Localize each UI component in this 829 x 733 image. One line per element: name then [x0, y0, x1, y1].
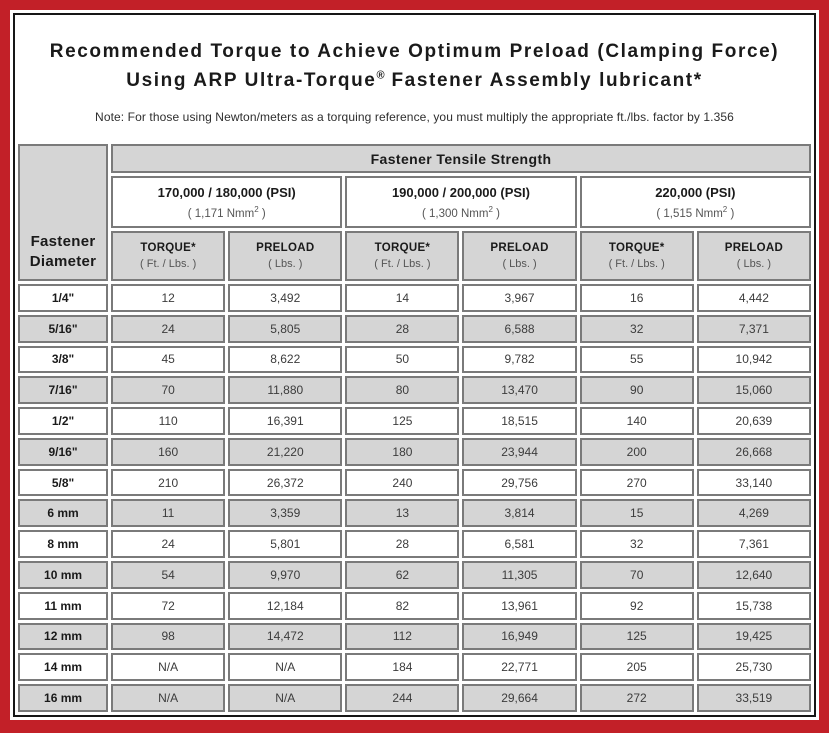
- preload-value-cell: 29,664: [462, 684, 576, 712]
- torque-value-cell: 110: [111, 407, 225, 435]
- header-row-tensile-strength: [18, 144, 811, 173]
- diameter-cell: 10 mm: [18, 561, 108, 589]
- torque-value-cell: 112: [345, 623, 459, 651]
- preload-unit: ( Lbs. ): [736, 258, 771, 270]
- preload-value-cell: 3,814: [462, 499, 576, 527]
- diameter-cell: 1/4": [18, 284, 108, 312]
- torque-value-cell: 72: [111, 592, 225, 620]
- diameter-cell: 6 mm: [18, 499, 108, 527]
- psi-label: 170,000 / 180,000 (PSI): [157, 184, 296, 200]
- preload-value-cell: 25,730: [697, 653, 811, 681]
- preload-value-cell: 9,970: [228, 561, 342, 589]
- table-row: [18, 623, 811, 651]
- title-line-2-prefix: Using ARP Ultra-Torque: [126, 70, 377, 92]
- torque-value-cell: 15: [580, 499, 694, 527]
- diameter-cell: 11 mm: [18, 592, 108, 620]
- preload-value-cell: 23,944: [462, 438, 576, 466]
- torque-value-cell: 32: [580, 530, 694, 558]
- diameter-cell: 1/2": [18, 407, 108, 435]
- preload-value-cell: 11,305: [462, 561, 576, 589]
- preload-value-cell: 12,184: [228, 592, 342, 620]
- page-title-line-2: [15, 66, 814, 95]
- title-block: [15, 15, 814, 141]
- torque-value-cell: 210: [111, 469, 225, 497]
- corner-header-line-1: Fastener: [30, 233, 96, 250]
- diameter-cell: 12 mm: [18, 623, 108, 651]
- torque-value-cell: 240: [345, 469, 459, 497]
- torque-value-cell: 205: [580, 653, 694, 681]
- preload-value-cell: 3,967: [462, 284, 576, 312]
- torque-label: TORQUE*: [140, 242, 196, 254]
- preload-value-cell: 19,425: [697, 623, 811, 651]
- preload-header-cell: [462, 231, 576, 281]
- nmm-label: [347, 205, 574, 220]
- torque-value-cell: 82: [345, 592, 459, 620]
- preload-value-cell: 8,622: [228, 346, 342, 374]
- torque-value-cell: 13: [345, 499, 459, 527]
- table-row: [18, 592, 811, 620]
- preload-unit: ( Lbs. ): [268, 258, 303, 270]
- torque-header-cell: [580, 231, 694, 281]
- torque-value-cell: 125: [580, 623, 694, 651]
- torque-value-cell: 125: [345, 407, 459, 435]
- preload-value-cell: 18,515: [462, 407, 576, 435]
- torque-value-cell: 272: [580, 684, 694, 712]
- header-row-psi-groups: [18, 176, 811, 228]
- nmm-prefix: ( 1,300 Nmm: [422, 207, 489, 220]
- title-line-2-suffix: Fastener Assembly lubricant*: [384, 70, 703, 92]
- preload-value-cell: 5,801: [228, 530, 342, 558]
- torque-value-cell: N/A: [111, 684, 225, 712]
- psi-group-cell-3: [580, 176, 811, 228]
- torque-table: [15, 141, 814, 715]
- preload-header-cell: [697, 231, 811, 281]
- torque-unit: ( Ft. / Lbs. ): [140, 258, 197, 270]
- torque-value-cell: 54: [111, 561, 225, 589]
- preload-value-cell: 14,472: [228, 623, 342, 651]
- table-row: [18, 561, 811, 589]
- preload-value-cell: 3,492: [228, 284, 342, 312]
- torque-value-cell: 70: [580, 561, 694, 589]
- torque-value-cell: 140: [580, 407, 694, 435]
- table-row: [18, 315, 811, 343]
- torque-value-cell: N/A: [111, 653, 225, 681]
- nmm-superscript: 2: [488, 204, 493, 214]
- torque-value-cell: 270: [580, 469, 694, 497]
- psi-label: 220,000 (PSI): [655, 184, 736, 200]
- preload-value-cell: 13,961: [462, 592, 576, 620]
- preload-value-cell: 15,060: [697, 376, 811, 404]
- preload-value-cell: 10,942: [697, 346, 811, 374]
- preload-value-cell: 16,949: [462, 623, 576, 651]
- preload-value-cell: 3,359: [228, 499, 342, 527]
- torque-value-cell: 45: [111, 346, 225, 374]
- torque-value-cell: 28: [345, 315, 459, 343]
- preload-value-cell: 33,519: [697, 684, 811, 712]
- corner-header-fastener-diameter: [18, 144, 108, 281]
- table-row: [18, 530, 811, 558]
- psi-group-cell-2: [345, 176, 576, 228]
- diameter-cell: 14 mm: [18, 653, 108, 681]
- nmm-prefix: ( 1,171 Nmm: [187, 207, 255, 220]
- preload-value-cell: 16,391: [228, 407, 342, 435]
- diameter-cell: 16 mm: [18, 684, 108, 712]
- preload-value-cell: 5,805: [228, 315, 342, 343]
- preload-value-cell: 29,756: [462, 469, 576, 497]
- torque-value-cell: 24: [111, 315, 225, 343]
- preload-value-cell: 11,880: [228, 376, 342, 404]
- preload-value-cell: 9,782: [462, 346, 576, 374]
- torque-value-cell: 11: [111, 499, 225, 527]
- table-row: [18, 499, 811, 527]
- diameter-cell: 3/8": [18, 346, 108, 374]
- torque-value-cell: 90: [580, 376, 694, 404]
- torque-value-cell: 14: [345, 284, 459, 312]
- preload-value-cell: 21,220: [228, 438, 342, 466]
- preload-value-cell: 13,470: [462, 376, 576, 404]
- diameter-cell: 7/16": [18, 376, 108, 404]
- table-row: [18, 346, 811, 374]
- torque-value-cell: 184: [345, 653, 459, 681]
- torque-value-cell: 24: [111, 530, 225, 558]
- table-row: [18, 376, 811, 404]
- preload-unit: ( Lbs. ): [502, 258, 537, 270]
- torque-value-cell: 70: [111, 376, 225, 404]
- nmm-suffix: ): [492, 207, 500, 220]
- torque-value-cell: 55: [580, 346, 694, 374]
- nmm-suffix: ): [727, 207, 735, 220]
- nmm-superscript: 2: [254, 204, 259, 214]
- torque-value-cell: 244: [345, 684, 459, 712]
- table-row: [18, 469, 811, 497]
- document: [13, 13, 816, 717]
- torque-value-cell: 200: [580, 438, 694, 466]
- table-body: [18, 144, 811, 712]
- torque-value-cell: 98: [111, 623, 225, 651]
- torque-value-cell: 80: [345, 376, 459, 404]
- torque-value-cell: 32: [580, 315, 694, 343]
- registered-trademark-symbol: ®: [376, 70, 385, 83]
- preload-value-cell: 26,668: [697, 438, 811, 466]
- torque-value-cell: 62: [345, 561, 459, 589]
- table-row: [18, 684, 811, 712]
- torque-value-cell: 92: [580, 592, 694, 620]
- preload-value-cell: 7,361: [697, 530, 811, 558]
- preload-value-cell: 4,442: [697, 284, 811, 312]
- nmm-prefix: ( 1,515 Nmm: [656, 207, 723, 220]
- torque-label: TORQUE*: [374, 242, 431, 254]
- table-row: [18, 407, 811, 435]
- preload-value-cell: 6,588: [462, 315, 576, 343]
- torque-table-wrap: [15, 141, 814, 715]
- diameter-cell: 8 mm: [18, 530, 108, 558]
- nmm-suffix: ): [258, 207, 266, 220]
- nmm-label: [113, 205, 340, 220]
- preload-value-cell: 6,581: [462, 530, 576, 558]
- page-title-line-1: Recommended Torque to Achieve Optimum Preload (Clamping Force): [49, 41, 780, 62]
- preload-value-cell: 15,738: [697, 592, 811, 620]
- psi-group-cell-1: [111, 176, 342, 228]
- preload-label: PRELOAD: [256, 242, 315, 254]
- diameter-cell: 5/16": [18, 315, 108, 343]
- preload-label: PRELOAD: [724, 242, 784, 254]
- torque-value-cell: 12: [111, 284, 225, 312]
- torque-header-cell: [345, 231, 459, 281]
- torque-header-cell: [111, 231, 225, 281]
- torque-unit: ( Ft. / Lbs. ): [374, 258, 431, 270]
- torque-unit: ( Ft. / Lbs. ): [608, 258, 665, 270]
- preload-value-cell: 22,771: [462, 653, 576, 681]
- preload-value-cell: 12,640: [697, 561, 811, 589]
- table-row: [18, 438, 811, 466]
- preload-value-cell: 4,269: [697, 499, 811, 527]
- diameter-cell: 5/8": [18, 469, 108, 497]
- torque-value-cell: 50: [345, 346, 459, 374]
- nmm-label: [582, 205, 809, 220]
- preload-value-cell: 7,371: [697, 315, 811, 343]
- table-row: [18, 284, 811, 312]
- preload-value-cell: N/A: [228, 684, 342, 712]
- main-header-cell: Fastener Tensile Strength: [111, 144, 811, 173]
- preload-value-cell: 33,140: [697, 469, 811, 497]
- preload-value-cell: 26,372: [228, 469, 342, 497]
- diameter-cell: 9/16": [18, 438, 108, 466]
- header-row-torque-preload: [18, 231, 811, 281]
- nmm-superscript: 2: [722, 204, 728, 214]
- torque-value-cell: 160: [111, 438, 225, 466]
- torque-value-cell: 16: [580, 284, 694, 312]
- conversion-note: Note: For those using Newton/meters as a torquing reference, you must multiply the appropriate ft./lbs. factor by 1.356: [95, 109, 734, 124]
- preload-value-cell: N/A: [228, 653, 342, 681]
- torque-label: TORQUE*: [608, 242, 665, 254]
- preload-value-cell: 20,639: [697, 407, 811, 435]
- torque-value-cell: 180: [345, 438, 459, 466]
- corner-header-line-2: Diameter: [29, 252, 97, 270]
- table-row: [18, 653, 811, 681]
- preload-header-cell: [228, 231, 342, 281]
- torque-value-cell: 28: [345, 530, 459, 558]
- preload-label: PRELOAD: [490, 242, 549, 254]
- psi-label: 190,000 / 200,000 (PSI): [391, 184, 530, 200]
